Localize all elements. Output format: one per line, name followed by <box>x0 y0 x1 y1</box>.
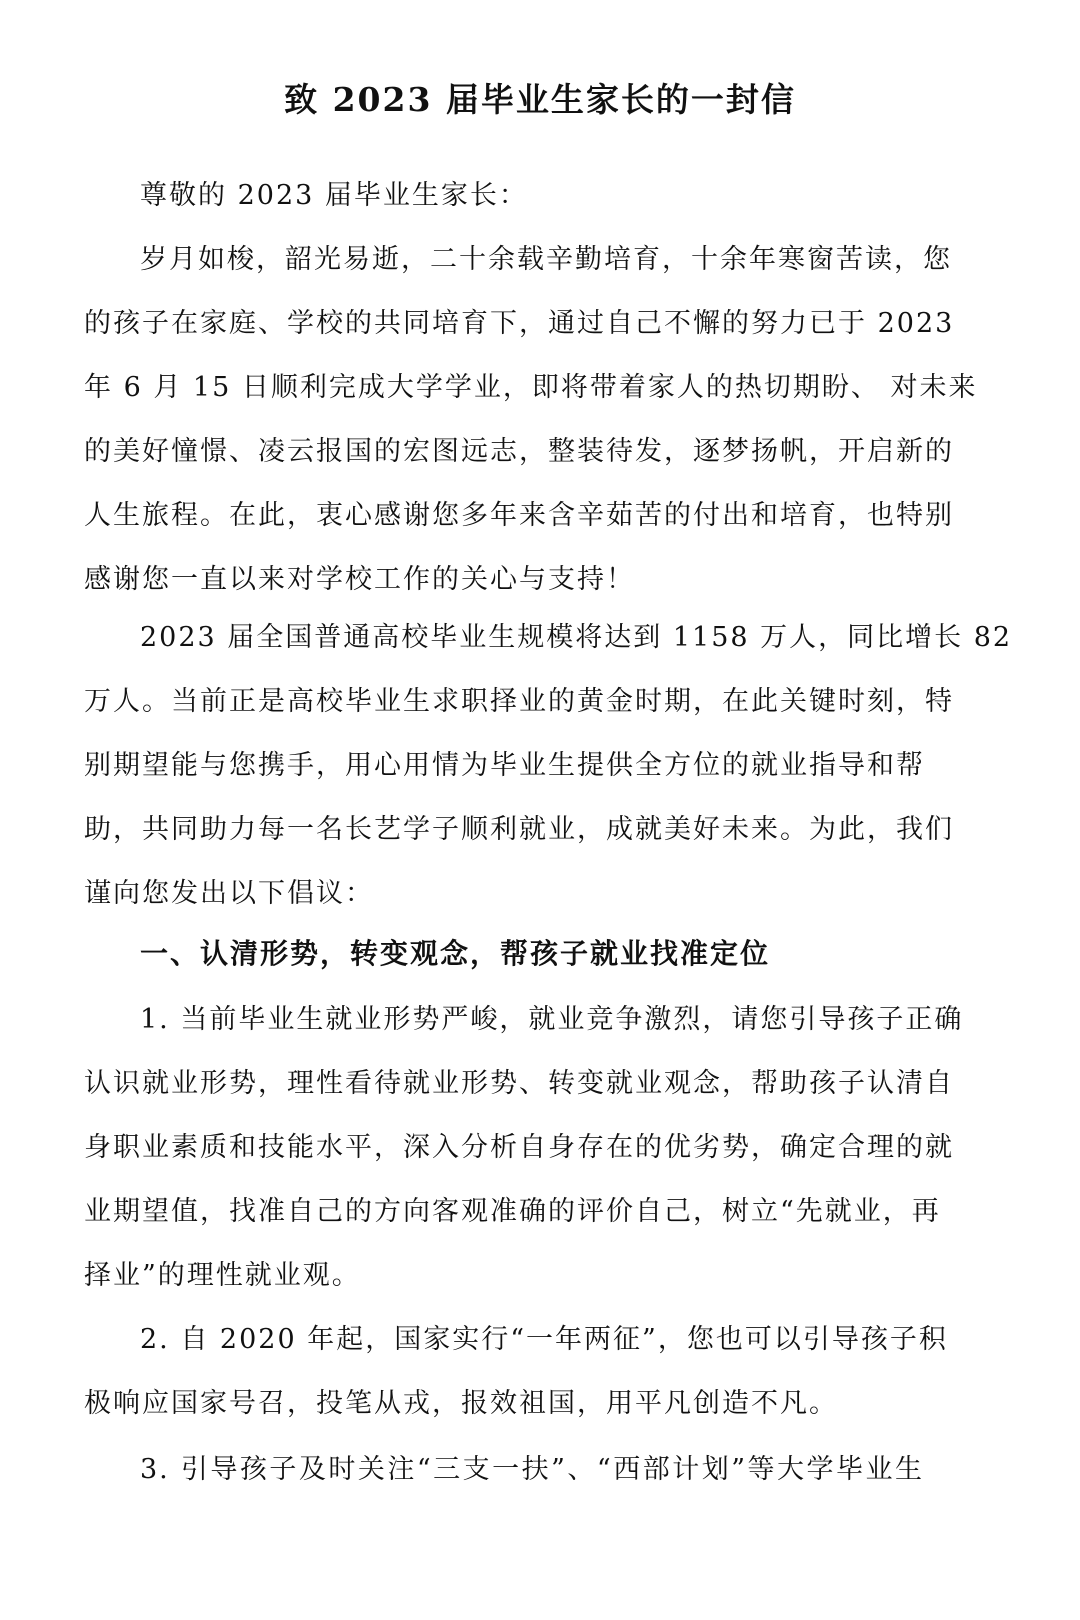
item-2-line: 2. 自 2020 年起，国家实行“一年两征”，您也可以引导孩子积 <box>140 1324 948 1355</box>
paragraph-2-line: 助，共同助力每一名长艺学子顺利就业，成就美好未来。为此，我们 <box>84 814 954 845</box>
item-3-line: 3. 引导孩子及时关注“三支一扶”、“西部计划”等大学毕业生 <box>140 1454 924 1485</box>
paragraph-1-line: 的美好憧憬、凌云报国的宏图远志，整装待发，逐梦扬帆，开启新的 <box>84 436 954 467</box>
item-1-line: 业期望值，找准自己的方向客观准确的评价自己，树立“先就业，再 <box>84 1196 941 1227</box>
paragraph-1-line: 年 6 月 15 日顺利完成大学学业，即将带着家人的热切期盼、 对未来 <box>84 372 978 403</box>
item-1-line: 认识就业形势，理性看待就业形势、转变就业观念，帮助孩子认清自 <box>84 1068 954 1099</box>
salutation: 尊敬的 2023 届毕业生家长： <box>140 180 528 211</box>
paragraph-1-line: 感谢您一直以来对学校工作的关心与支持！ <box>84 564 635 595</box>
item-1-line: 择业”的理性就业观。 <box>84 1260 361 1291</box>
item-1-line: 1. 当前毕业生就业形势严峻，就业竞争激烈，请您引导孩子正确 <box>140 1004 964 1035</box>
paragraph-2-line: 万人。当前正是高校毕业生求职择业的黄金时期，在此关键时刻，特 <box>84 686 954 717</box>
paragraph-1-line: 岁月如梭，韶光易逝，二十余载辛勤培育，十余年寒窗苦读，您 <box>140 244 952 275</box>
paragraph-2-line: 2023 届全国普通高校毕业生规模将达到 1158 万人，同比增长 82 <box>140 622 1013 653</box>
paragraph-2-line: 别期望能与您携手，用心用情为毕业生提供全方位的就业指导和帮 <box>84 750 925 781</box>
item-2-line: 极响应国家号召，投笔从戎，报效祖国，用平凡创造不凡。 <box>84 1388 838 1419</box>
item-1-line: 身职业素质和技能水平，深入分析自身存在的优劣势，确定合理的就 <box>84 1132 954 1163</box>
paragraph-1-line: 的孩子在家庭、学校的共同培育下，通过自己不懈的努力已于 2023 <box>84 308 955 339</box>
section-heading-1: 一、认清形势，转变观念，帮孩子就业找准定位 <box>140 937 771 970</box>
paragraph-2-line: 谨向您发出以下倡议： <box>84 878 374 909</box>
letter-title: 致 2023 届毕业生家长的一封信 <box>284 80 796 119</box>
paragraph-1-line: 人生旅程。在此，衷心感谢您多年来含辛茹苦的付出和培育，也特别 <box>84 500 954 531</box>
